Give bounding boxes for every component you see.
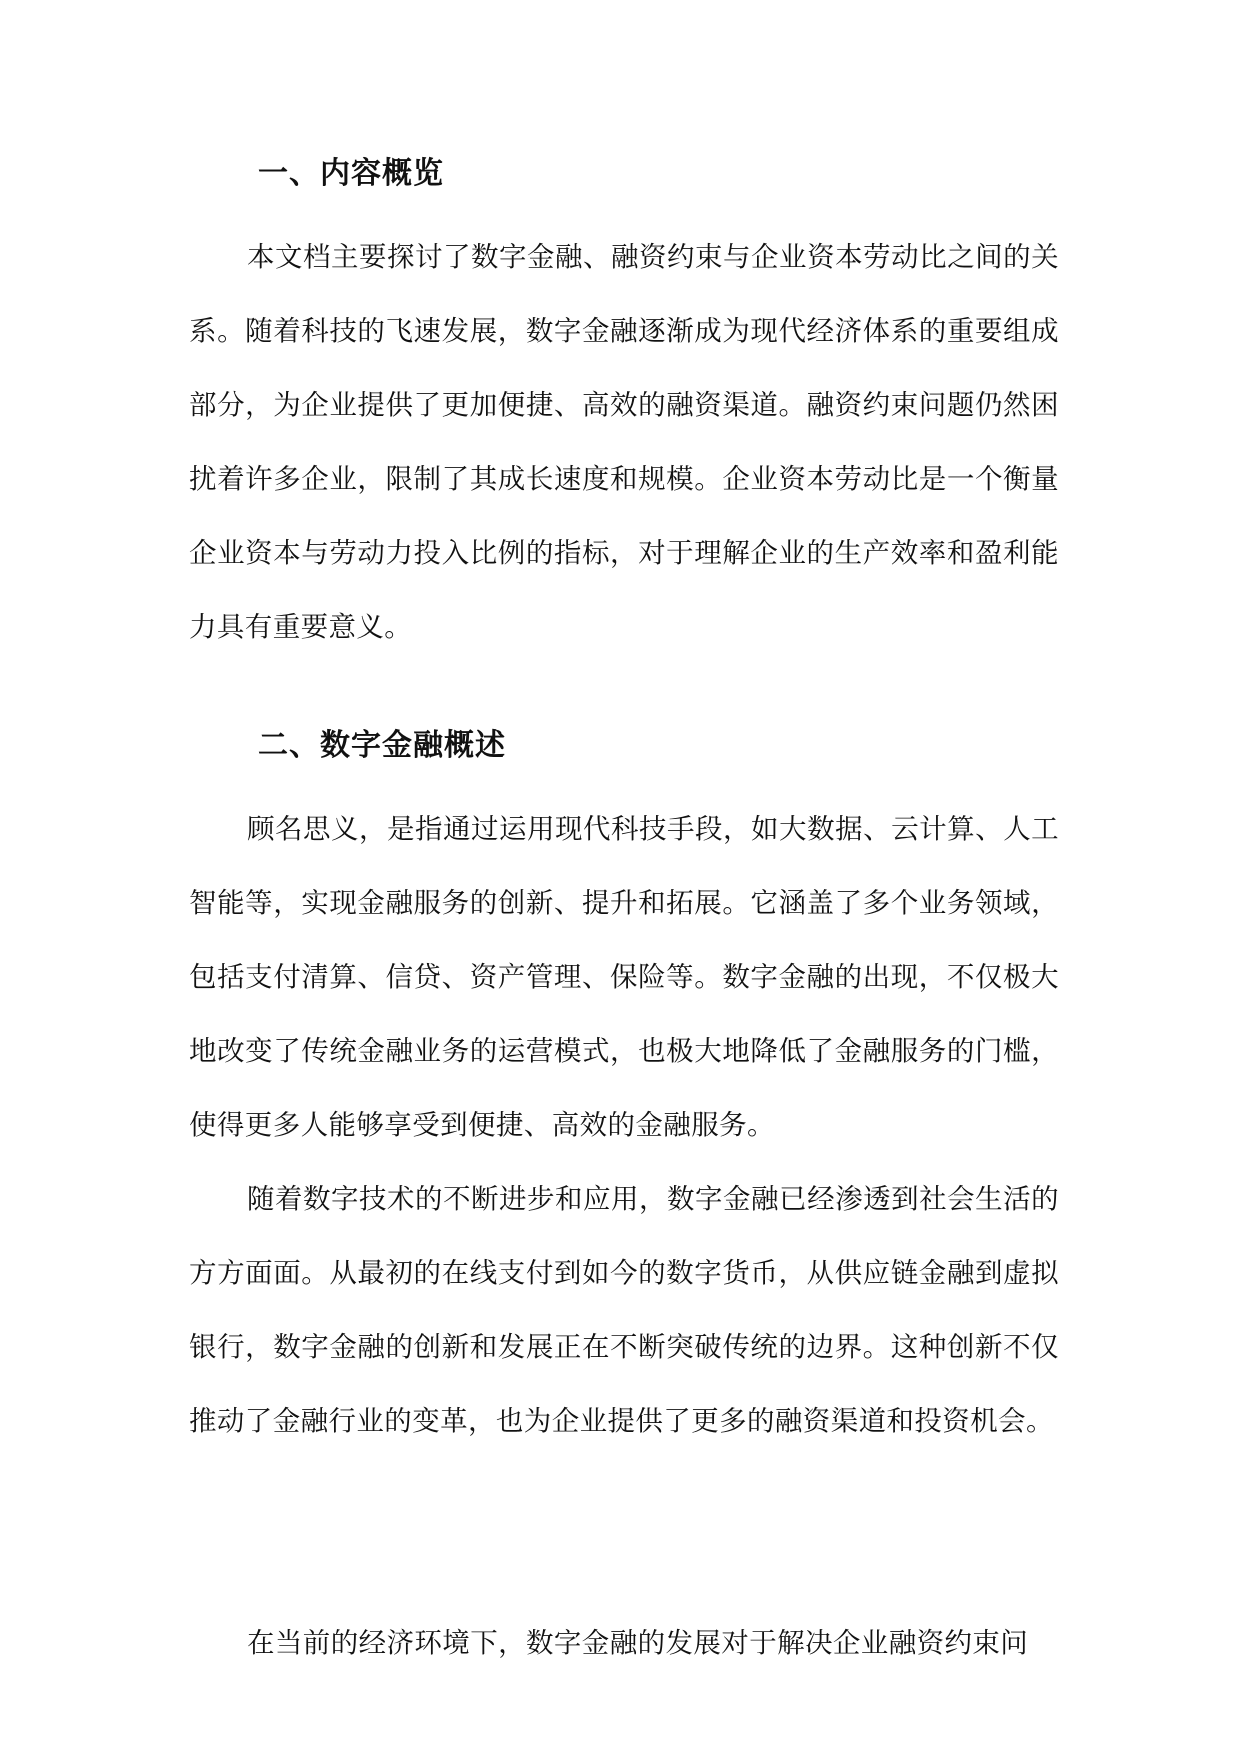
section-heading-overview: 一、内容概览 [258, 156, 444, 191]
paragraph: 本文档主要探讨了数字金融、融资约束与企业资本劳动比之间的关系。随着科技的飞速发展，数字金融逐渐成为现代经济体系的重要组成部分，为企业提供了更加便捷、高效的融资渠道。融资约束问题仍然困扰着许多企业，限制了其成长速度和规模。企业资本劳动比是一个衡量企业资本与劳动力投入比例的指标，对于理解企业的生产效率和盈利能力具有重要意义。 [189, 241, 1059, 643]
paragraph: 随着数字技术的不断进步和应用，数字金融已经渗透到社会生活的方方面面。从最初的在线支付到如今的数字货币，从供应链金融到虚拟银行，数字金融的创新和发展正在不断突破传统的边界。这种创新不仅推动了金融行业的变革，也为企业提供了更多的融资渠道和投资机会。 [189, 1183, 1059, 1437]
paragraph: 在当前的经济环境下，数字金融的发展对于解决企业融资约束问 [247, 1627, 1029, 1659]
paragraph: 顾名思义，是指通过运用现代科技手段，如大数据、云计算、人工智能等，实现金融服务的创新、提升和拓展。它涵盖了多个业务领域，包括支付清算、信贷、资产管理、保险等。数字金融的出现，不仅极大地改变了传统金融业务的运营模式，也极大地降低了金融服务的门槛，使得更多人能够享受到便捷、高效的金融服务。 [189, 813, 1059, 1141]
section-heading-digital-finance: 二、数字金融概述 [258, 728, 506, 763]
